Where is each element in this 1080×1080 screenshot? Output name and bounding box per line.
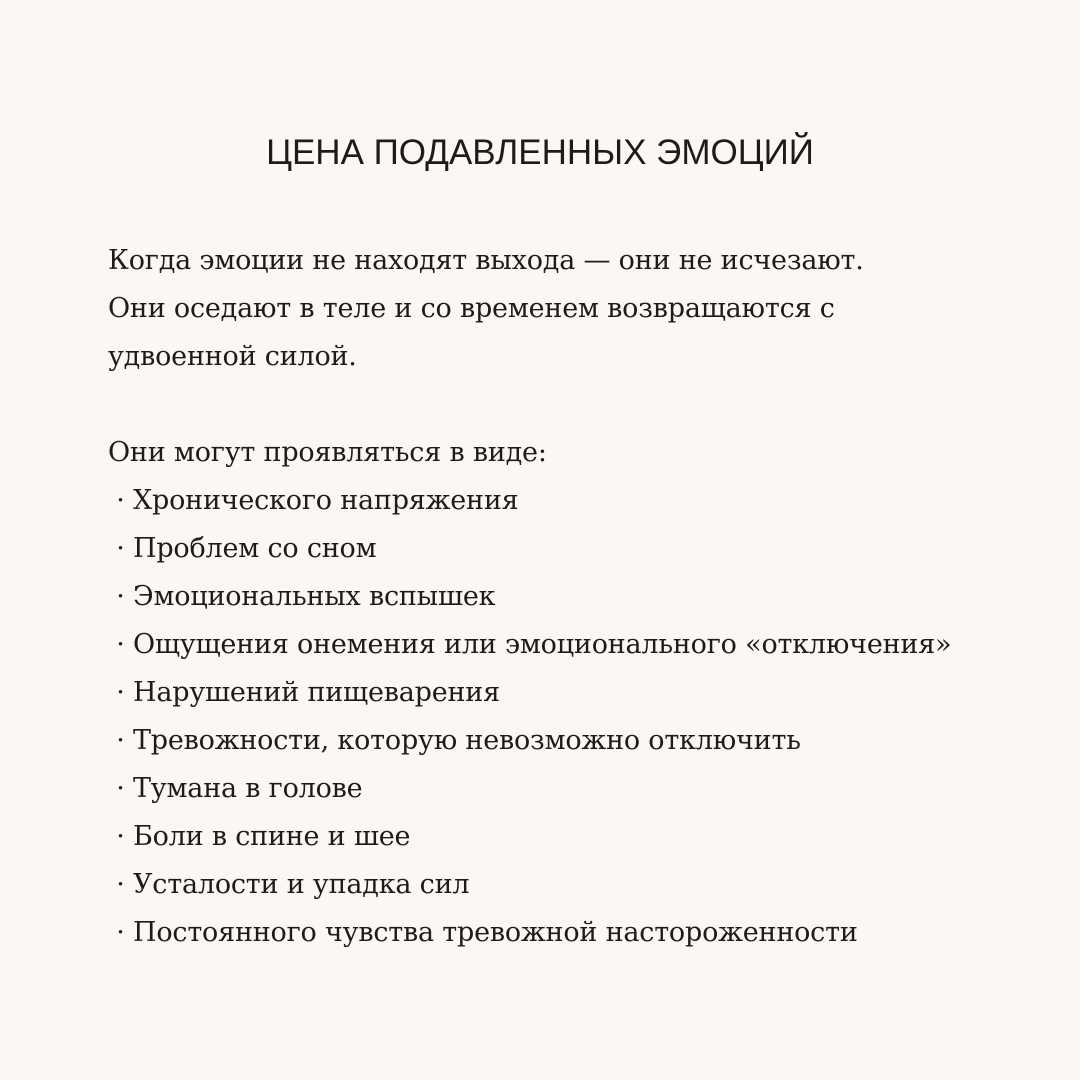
bullet-icon: · <box>116 773 125 804</box>
bullet-icon: · <box>116 821 125 852</box>
list-item-text: Тумана в голове <box>133 773 363 804</box>
list-item-text: Постоянного чувства тревожной настороженности <box>133 917 858 948</box>
page-title: ЦЕНА ПОДАВЛЕННЫХ ЭМОЦИЙ <box>266 133 814 172</box>
list-item <box>108 477 1008 525</box>
bullet-icon: · <box>116 677 125 708</box>
list-item-text: Боли в спине и шее <box>133 821 411 852</box>
list-lead-text: Они могут проявляться в виде: <box>108 437 547 468</box>
list-lead <box>108 429 1008 477</box>
bullet-icon: · <box>116 917 125 948</box>
list-item <box>108 573 1008 621</box>
bullet-icon: · <box>116 533 125 564</box>
content-body <box>108 237 1008 957</box>
list-item-text: Усталости и упадка сил <box>133 869 470 900</box>
list-item <box>108 621 1008 669</box>
list-item-text: Проблем со сном <box>133 533 377 564</box>
list-item-text: Эмоциональных вспышек <box>133 581 496 612</box>
list-item-text: Тревожности, которую невозможно отключить <box>133 725 801 756</box>
spacer <box>108 381 1008 429</box>
list-item <box>108 813 1008 861</box>
intro-line: удвоенной силой. <box>108 341 357 372</box>
symptom-list <box>108 477 1008 957</box>
list-item <box>108 717 1008 765</box>
list-item <box>108 765 1008 813</box>
bullet-icon: · <box>116 581 125 612</box>
intro-paragraph <box>108 237 1008 381</box>
bullet-icon: · <box>116 725 125 756</box>
bullet-icon: · <box>116 485 125 516</box>
list-item <box>108 669 1008 717</box>
intro-line: Когда эмоции не находят выхода — они не исчезают. <box>108 245 864 276</box>
intro-line: Они оседают в теле и со временем возвращаются с <box>108 293 835 324</box>
list-item <box>108 861 1008 909</box>
list-item-text: Ощущения онемения или эмоционального «отключения» <box>133 629 952 660</box>
bullet-icon: · <box>116 869 125 900</box>
bullet-icon: · <box>116 629 125 660</box>
list-item <box>108 909 1008 957</box>
list-item <box>108 525 1008 573</box>
list-item-text: Хронического напряжения <box>133 485 519 516</box>
list-item-text: Нарушений пищеварения <box>133 677 500 708</box>
